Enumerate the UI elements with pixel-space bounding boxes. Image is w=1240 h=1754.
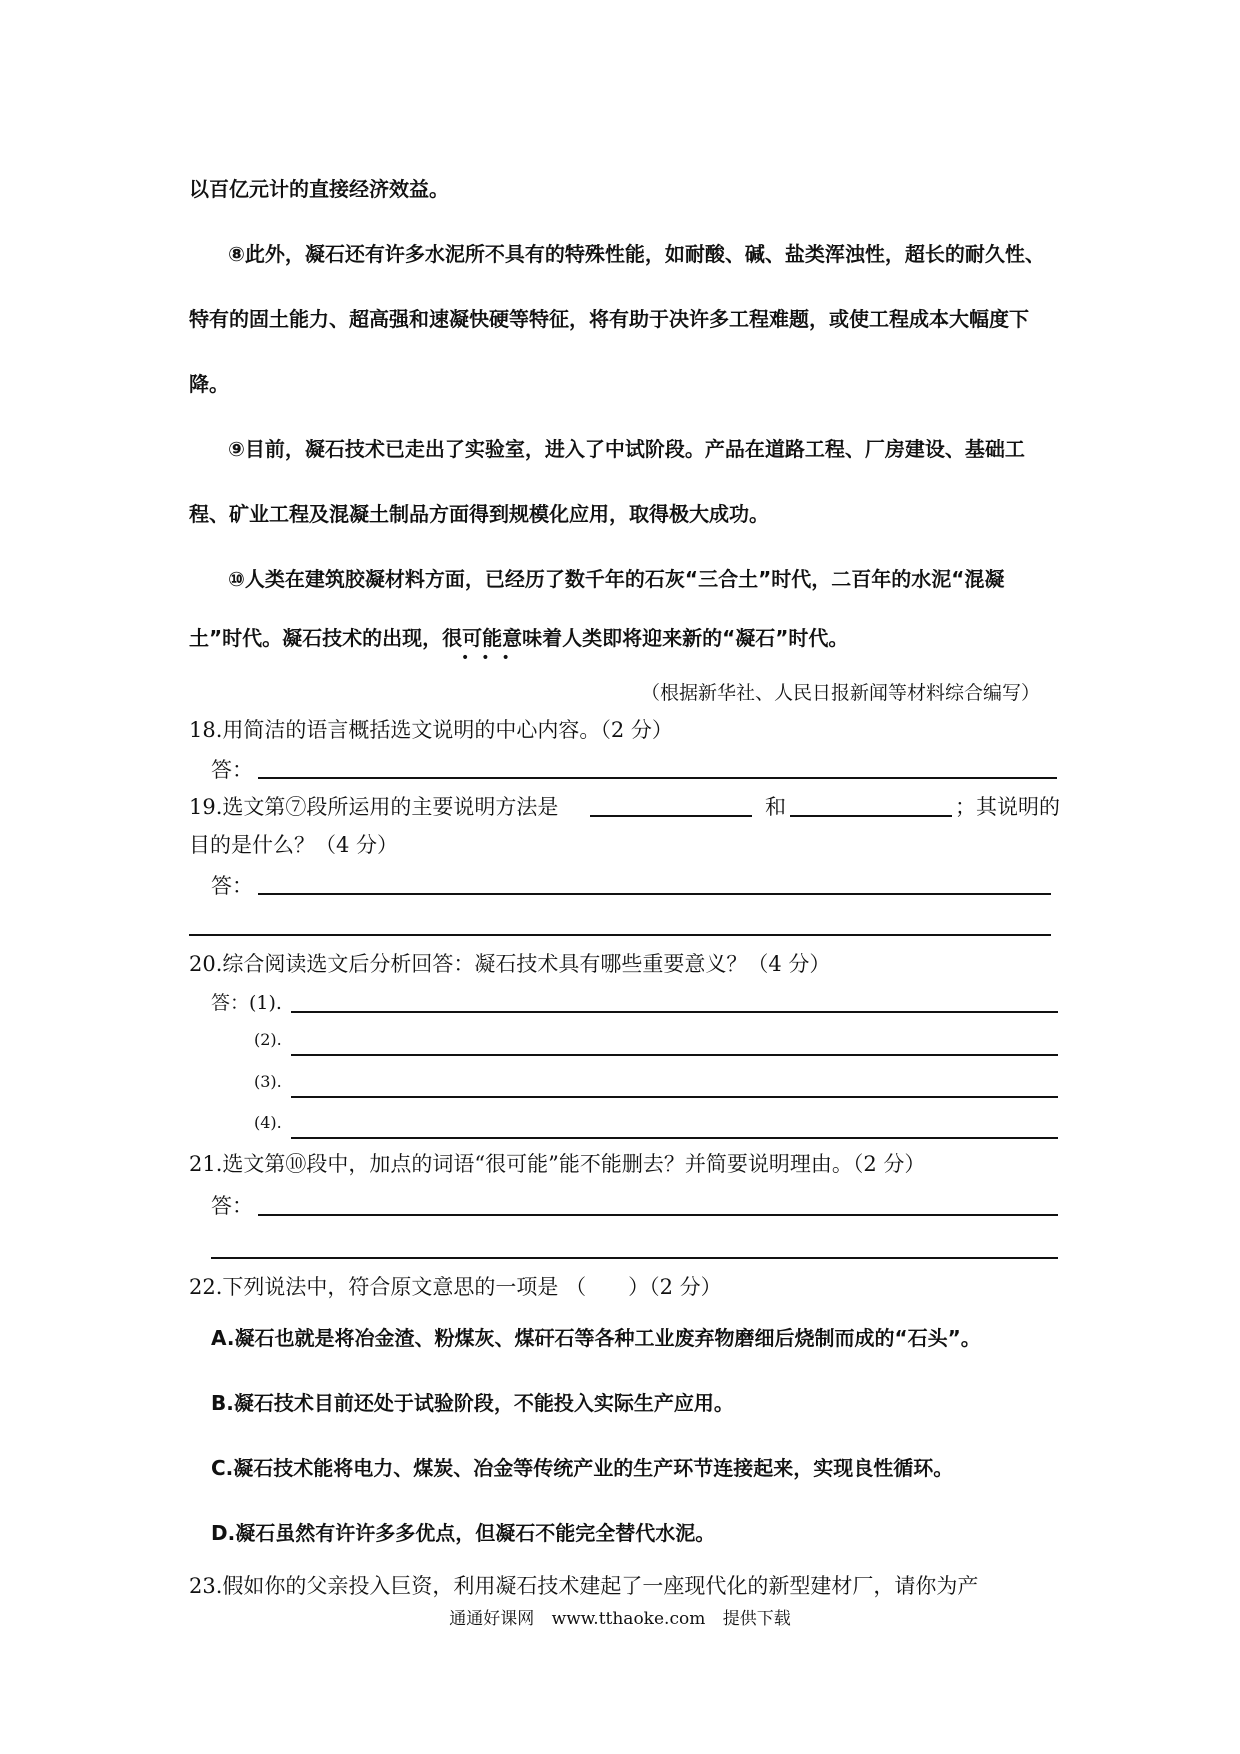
footer-url[interactable]: www.tthaoke.com (551, 1609, 706, 1629)
answer-label: 答： (211, 758, 253, 782)
answer-label: 答： (211, 874, 253, 898)
blank-line[interactable] (790, 815, 952, 817)
answer-line[interactable] (258, 1214, 1058, 1216)
passage-line: 特有的固土能力、超高强和速凝快硬等特征，将有助于决许多工程难题，或使工程成本大幅度下 (189, 307, 1029, 331)
answer-line[interactable] (291, 1011, 1058, 1013)
passage-line: 降。 (189, 372, 229, 396)
passage-line: 土”时代。凝石技术的出现，很可能意味着人类即将迎来新的“凝石”时代。 (189, 626, 849, 650)
answer-line[interactable] (291, 1054, 1058, 1056)
answer-item-1: 答：(1). (211, 992, 282, 1014)
question-18: 18.用简洁的语言概括选文说明的中心内容。（2 分） (189, 718, 673, 742)
question-23: 23.假如你的父亲投入巨资，利用凝石技术建起了一座现代化的新型建材厂，请你为产 (189, 1574, 979, 1598)
emphasis-dots: ••• (461, 650, 522, 666)
option-b: B.凝石技术目前还处于试验阶段，不能投入实际生产应用。 (211, 1391, 734, 1415)
blank-line[interactable] (590, 815, 752, 817)
page-footer (0, 1604, 1240, 1629)
passage-line: ⑧此外，凝石还有许多水泥所不具有的特殊性能，如耐酸、碱、盐类浑浊性，超长的耐久性、 (228, 242, 1045, 266)
option-d: D.凝石虽然有许许多多优点，但凝石不能完全替代水泥。 (211, 1521, 716, 1545)
option-c: C.凝石技术能将电力、煤炭、冶金等传统产业的生产环节连接起来，实现良性循环。 (211, 1456, 954, 1480)
option-a: A.凝石也就是将冶金渣、粉煤灰、煤矸石等各种工业废弃物磨细后烧制而成的“石头”。 (211, 1326, 981, 1350)
answer-line[interactable] (258, 777, 1057, 779)
question-22: 22.下列说法中，符合原文意思的一项是 （ ）（2 分） (189, 1275, 722, 1299)
answer-item-4: (4). (254, 1113, 282, 1132)
question-19-tail: ；其说明的 (955, 795, 1060, 819)
footer-suffix: 提供下载 (722, 1609, 791, 1629)
question-19: 19.选文第⑦段所运用的主要说明方法是 (189, 795, 559, 819)
answer-line[interactable] (258, 893, 1051, 895)
answer-line[interactable] (211, 1257, 1058, 1259)
passage-line: ⑩人类在建筑胶凝材料方面，已经历了数千年的石灰“三合土”时代，二百年的水泥“混凝 (228, 567, 1005, 591)
answer-line[interactable] (291, 1096, 1058, 1098)
answer-item-2: (2). (254, 1030, 282, 1049)
question-19-line2: 目的是什么？（4 分） (189, 833, 399, 857)
question-21: 21.选文第⑩段中，加点的词语“很可能”能不能删去？并简要说明理由。（2 分） (189, 1152, 926, 1176)
passage-line: 以百亿元计的直接经济效益。 (189, 177, 449, 201)
question-20: 20.综合阅读选文后分析回答：凝石技术具有哪些重要意义？（4 分） (189, 952, 831, 976)
passage-line: ⑨目前，凝石技术已走出了实验室，进入了中试阶段。产品在道路工程、厂房建设、基础工 (228, 437, 1025, 461)
passage-source: （根据新华社、人民日报新闻等材料综合编写） (640, 682, 1040, 704)
footer-site: 通通好课网 (449, 1609, 535, 1629)
question-19-and: 和 (765, 795, 786, 819)
answer-line[interactable] (291, 1137, 1058, 1139)
answer-item-3: (3). (254, 1072, 282, 1091)
answer-line[interactable] (189, 934, 1051, 936)
answer-label: 答： (211, 1194, 253, 1218)
passage-line: 程、矿业工程及混凝土制品方面得到规模化应用，取得极大成功。 (189, 502, 769, 526)
